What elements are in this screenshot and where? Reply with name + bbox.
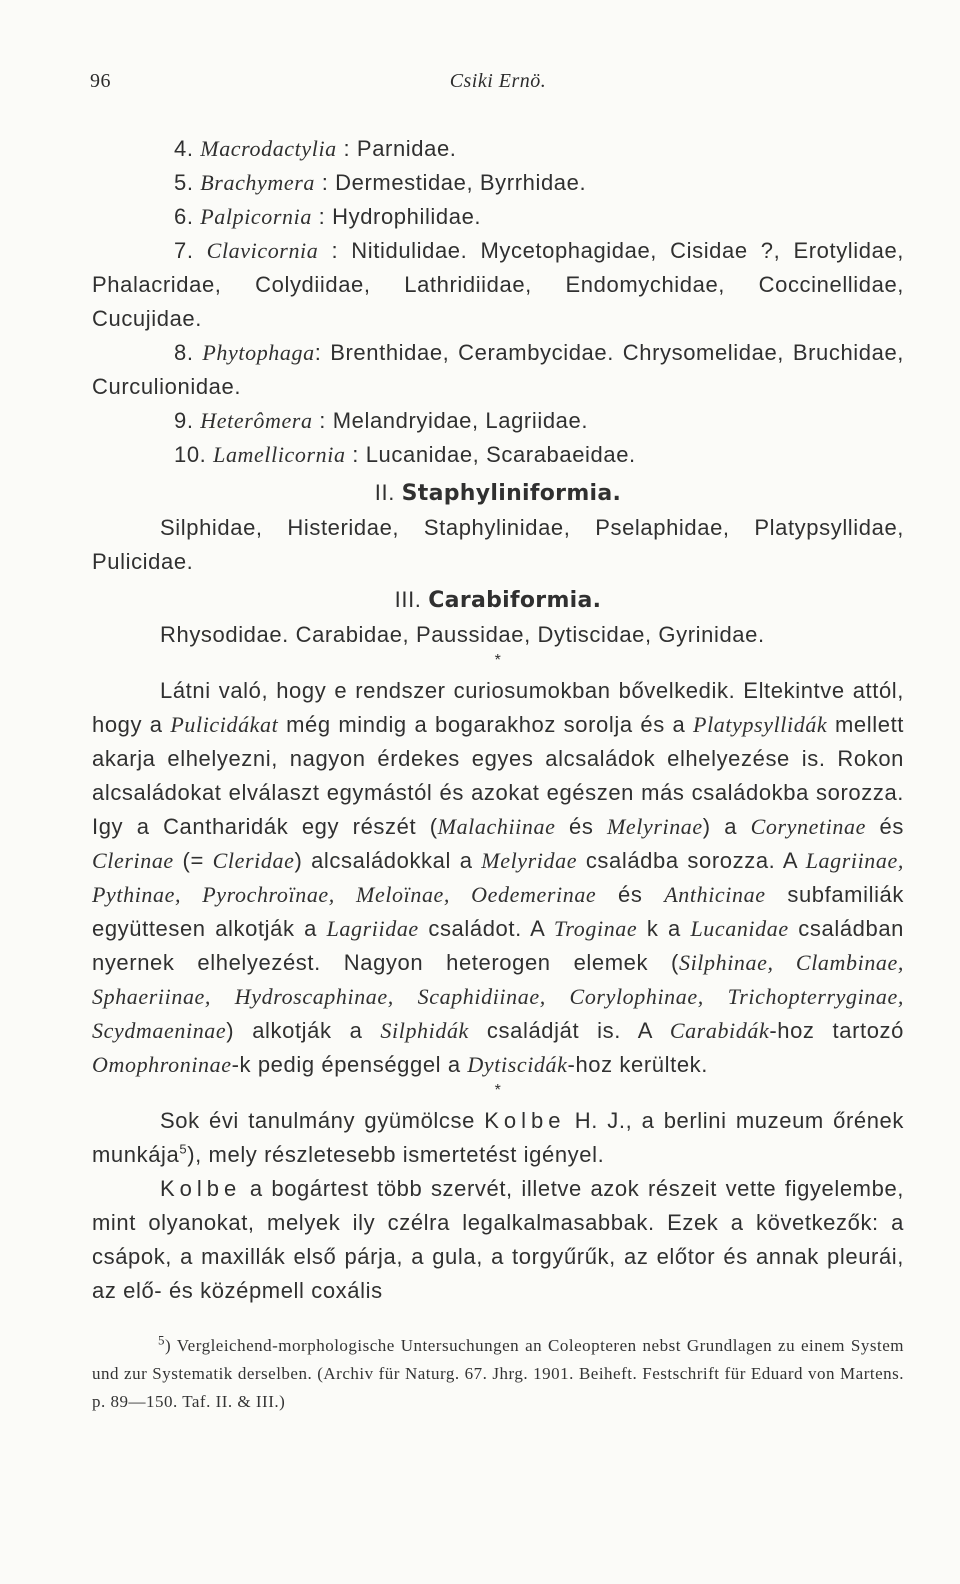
footnote-ref: 5 [179,1141,188,1157]
footnote: $^5$) Vergleichend-morphologische Untersuchungen an Coleopteren nebst Grundlagen zu einem System und zur Systematik derselben. (Archiv für Naturg. 67. Jhrg. 1901. Beiheft. Festschrift für Eduard von Martens. p. 89—150. Taf. II. & III.) [92,1332,904,1411]
list-item: 8. Phytophaga: Brenthidae, Cerambycidae. Chrysomelidae, Bruchidae, Curculionidae. [92,340,904,399]
list-item: 5. Brachymera : Dermestidae, Byrrhidae. [174,170,587,195]
list-item: 7. Clavicornia : Nitidulidae. Mycetophagidae, Cisidae ?, Erotylidae, Phalacridae, Colydiidae, Lathridiidae, Endomychidae, Coccinellidae, Cucujidae. [92,238,904,331]
list-item: 4. Macrodactylia : Parnidae. [174,136,457,161]
section-heading-staphyliniformia: II. Staphyliniformia. [374,480,622,506]
paragraph-kolbe-organs: Kolbe a bogártest több szervét, illetve azok részeit vette figyelembe, mint olyanokat, melyek ily czélra legalkalmasabbak. Ezek a következők: a csápok, a maxillák első párja, a gula, a torgyűrűk, az előtor és annak pleurái, az elő- és középmell coxális [92,1176,904,1303]
footnote-marker: 5 [158,1332,165,1348]
page-number: 96 [90,70,111,92]
taxon-list [92,132,904,1308]
running-head: Csiki Ernö. [449,70,547,92]
paragraph-commentary: Látni való, hogy e rendszer curiosumokban bővelkedik. Eltekintve attól, hogy a Pulicidákat még mindig a bogarakhoz sorolja és a Platypsyllidák mellett akarja elhelyezni, nagyon érdekes egyes alcsaládok elhelyezése is. Rokon alcsaládokat elválaszt egymástól és azokat egészen más családokba sorozza. Igy a Cantharidák egy részét (Malachiinae és Melyrinae) a Corynetinae és Clerinae (= Cleridae) alcsaládokkal a Melyridae családba sorozza. A Lagriinae, Pythinae, Pyrochroïnae, Meloïnae, Oedemerinae és Anthicinae subfamiliák együttesen alkotják a Lagriidae családot. A Troginae k a Lucanidae családban nyernek elhelyezést. Nagyon heterogen elemek (Silphinae, Clambinae, Sphaeriinae, Hydroscaphinae, Scaphidiinae, Corylophinae, Trichopterryginae, Scydmaeninae) alkotják a Silphidák családját is. A Carabidák-hoz tartozó Omophroninae-k pedig épenséggel a Dytiscidák-hoz kerültek. [92,678,904,1077]
list-item: 10. Lamellicornia : Lucanidae, Scarabaeidae. [174,442,636,467]
section-separator-star: * [494,1082,502,1099]
list-item: 9. Heterômera : Melandryidae, Lagriidae. [174,408,589,433]
book-page [92,60,904,1416]
section-text-carabiformia: Rhysodidae. Carabidae, Paussidae, Dytiscidae, Gyrinidae. [160,622,765,647]
author-name: Kolbe [484,1108,566,1133]
paragraph-kolbe-work: Sok évi tanulmány gyümölcse Kolbe H. J., a berlini muzeum őrének munkája$^5$), mely részletesebb ismertetést igényel. [92,1108,904,1167]
author-name: Kolbe [160,1176,242,1201]
page-header [92,60,904,104]
section-heading-carabiformia: III. Carabiformia. [394,587,602,613]
section-text-staphyliniformia: Silphidae, Histeridae, Staphylinidae, Pselaphidae, Platypsyllidae, Pulicidae. [92,515,904,574]
list-item: 6. Palpicornia : Hydrophilidae. [174,204,482,229]
section-separator-star: * [494,652,502,669]
